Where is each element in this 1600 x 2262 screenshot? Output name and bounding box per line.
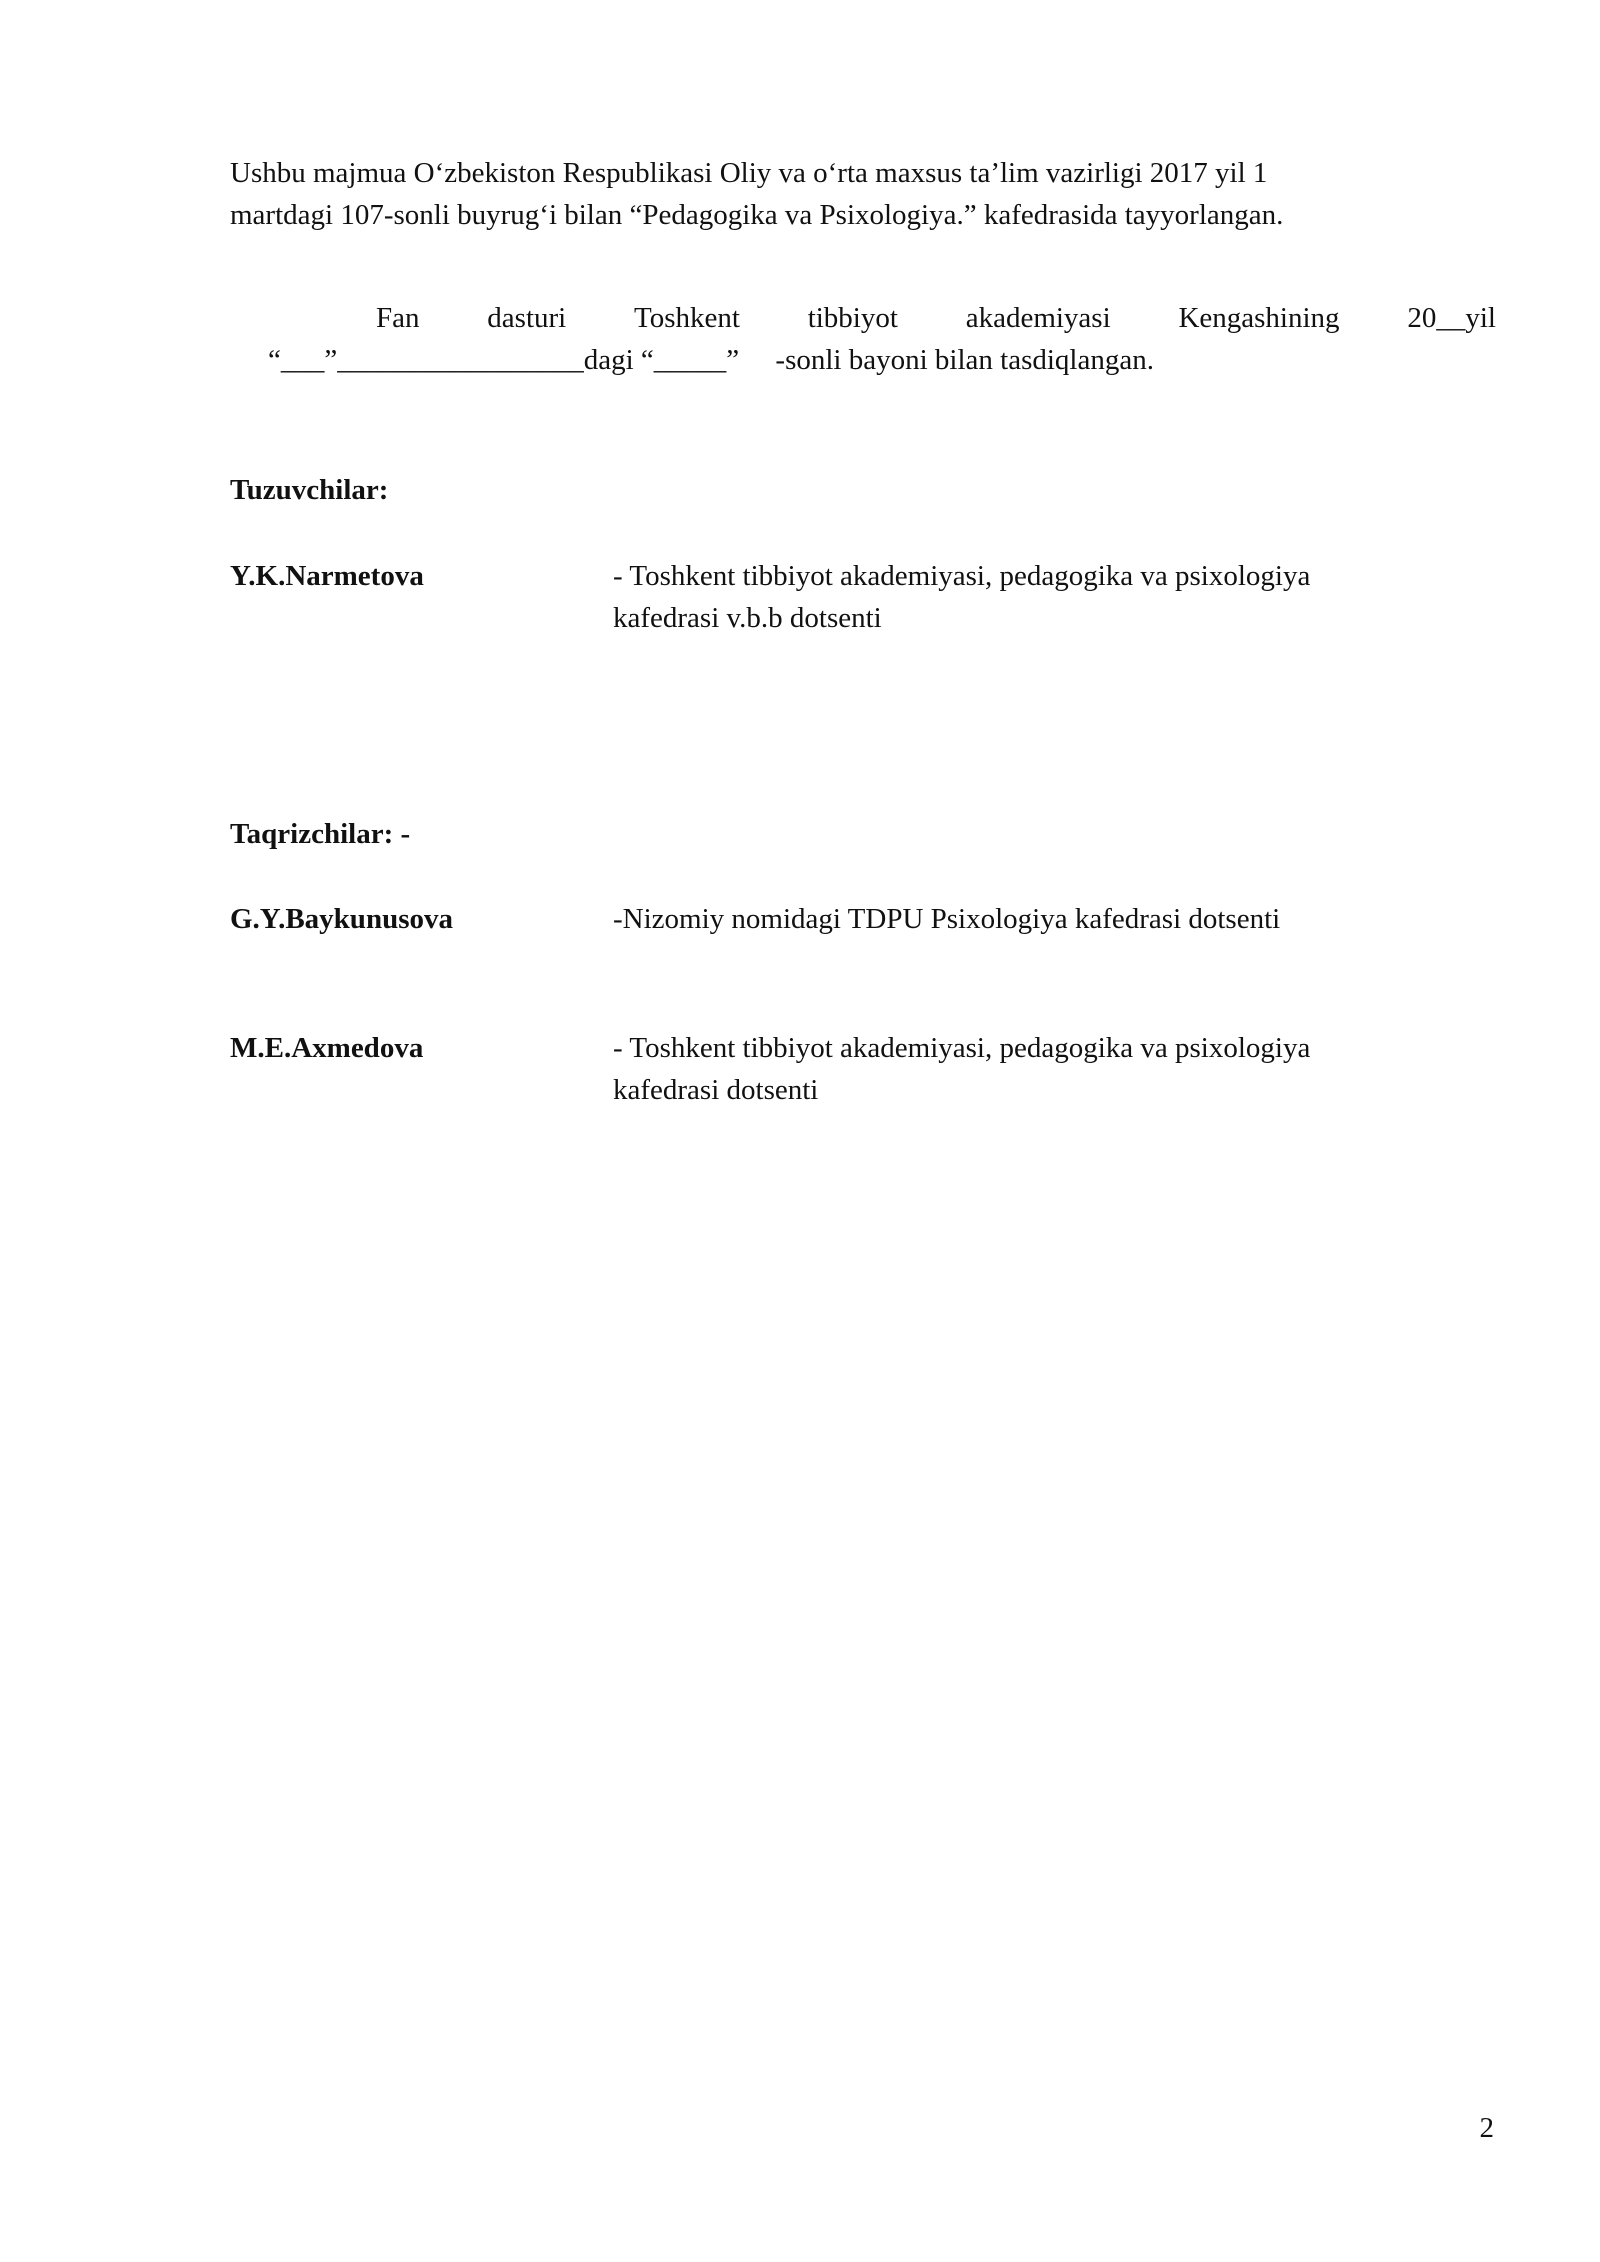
approval-word: tibbiyot — [807, 302, 898, 334]
page-number: 2 — [1479, 2112, 1494, 2144]
approval-paragraph — [268, 297, 1496, 381]
compiler-name: Y.K.Narmetova — [230, 560, 424, 592]
approval-line-1 — [268, 297, 1496, 339]
approval-word: Toshkent — [634, 302, 740, 334]
approval-word: Fan — [376, 302, 420, 334]
reviewer-description — [613, 898, 1443, 940]
compiler-description-line-2: kafedrasi v.b.b dotsenti — [613, 602, 882, 634]
intro-line-1: Ushbu majmua O‘zbekiston Respublikasi Oliy va o‘rta maxsus ta’lim vazirligi 2017 yil 1 — [230, 157, 1268, 189]
reviewer-description-line-1: -Nizomiy nomidagi TDPU Psixologiya kafedrasi dotsenti — [613, 903, 1281, 935]
reviewers-heading: Taqrizchilar: - — [230, 818, 411, 850]
reviewer-name: M.E.Axmedova — [230, 1032, 424, 1064]
approval-word: dasturi — [487, 302, 567, 334]
reviewer-name: G.Y.Baykunusova — [230, 903, 453, 935]
reviewer-description-line-1: - Toshkent tibbiyot akademiyasi, pedagogika va psixologiya — [613, 1032, 1311, 1064]
compiler-description — [613, 555, 1443, 639]
approval-word: Kengashining — [1178, 302, 1340, 334]
intro-line-2: martdagi 107-sonli buyrug‘i bilan “Pedagogika va Psixologiya.” kafedrasida tayyorlangan. — [230, 199, 1284, 231]
reviewer-description-line-2: kafedrasi dotsenti — [613, 1074, 819, 1106]
compilers-heading: Tuzuvchilar: — [230, 474, 389, 506]
reviewer-description — [613, 1027, 1443, 1111]
approval-word: akademiyasi — [965, 302, 1111, 334]
approval-line-2: “___”_________________dagi “_____” -sonli bayoni bilan tasdiqlangan. — [268, 344, 1154, 376]
compiler-description-line-1: - Toshkent tibbiyot akademiyasi, pedagogika va psixologiya — [613, 560, 1311, 592]
approval-word: 20__yil — [1407, 302, 1496, 334]
intro-paragraph — [230, 152, 1430, 236]
